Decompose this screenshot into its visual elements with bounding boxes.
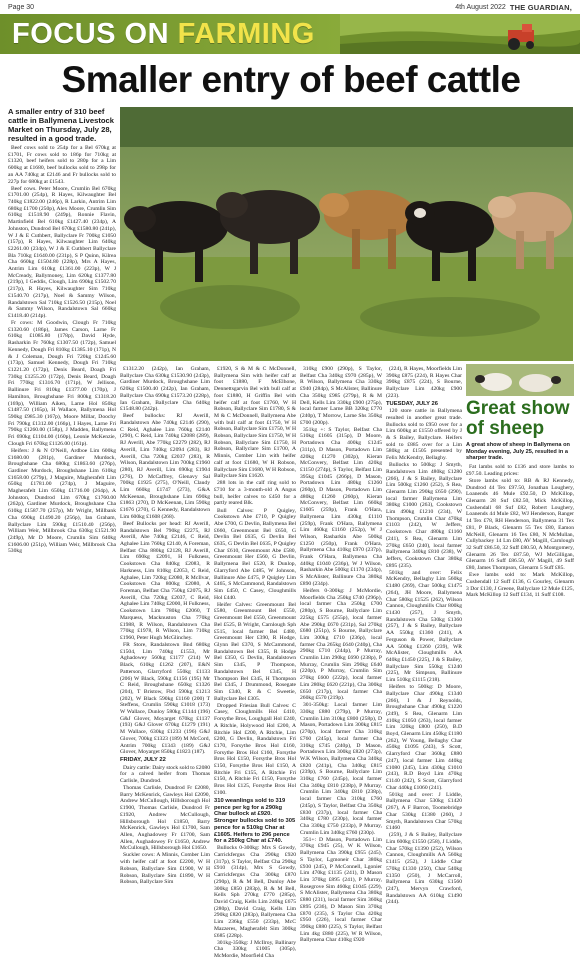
cattle-herd-image <box>120 107 573 361</box>
page-header <box>0 0 580 14</box>
article-paragraph: 351kg +: S Taylor, Belfast Cha 510kg £1605 (315p), D Moore, Portadown Cha 400kg £1245 (311p), D Mason, Portadown Lim 420kg £1270 (302p), Kieran McConvery, Belfast Lim 420kg £1150 (274p), S Taylor, Belfast Lim 395kg £1045 (266p), D Mason, Portadown Lim 480kg £1260 (260p), D Mason, Portadown Lim 480kg £1260 (260p), Kieran McConvery, Belfast Lim 660kg £1605 (259p), Frank O'Hara, Ballymena Lim 430kg £1110 (259p), Frank O'Hara, Ballymena Lim 460kg £1160 (252p), W J Wilson, Rasharkin Abe 500kg £1250 (250p), Frank O'Hara, Ballymena Cha 410kg £970 (237p), Frank O'Hara, Ballymena Cha 440kg £1040 (236p), W J Wilson, Rasharkin Abe 500kg £1170 (234p), S McAlister, Ballinure Cha 380kg £890 (234p). <box>300 426 382 587</box>
article-paragraph: 288 lots in the calf ring sold to £710 for a 3-month-old A Angus bull, heifer calves to £450 for a partly reared Blk. <box>214 480 296 507</box>
section-subhead: TUESDAY, JULY 26 <box>386 401 438 408</box>
article-paragraph: Heifers 0-300kg: J McMordie, Moorfields Cha 250kg £740 (296p), local farmer Cha 250kg £700 (280p), S Bourne, Ballyclare Lim 225kg £575 (255p), local farmer Abe 290kg £670 (231p), Sal 270kg £680 (251p), S Bourne, Ballyclare Lim 300kg £710 (236p), local farmer Cha 265kg £640 (240p), Cha 290kg £710 (244p), P Murray, Crumlin Lim 290kg £690 (238p), P Murray, Crumlin Sim 290kg £640 (220p), P Murray, Crumlin Sim 270kg £600 (222p), local farmer Lim 280kg £620 (221p), Cha 300kg £650 (217p), local farmer Cha 260kg £570 (219p). <box>300 587 382 702</box>
article-paragraph: Dropped Friesian Bull Calves: C Casey, Cloughmills Hol £410, Forsythe Bros, Loughgall Hol £240, A Ritchie, Holywood Hol £200, A Ritchie Hol £200, A Ritchie, Lim £200, G Devlin, Randalstown Fri £170, Forsythe Bros Hol £160, Forsythe Bros Hol £160, Forsythe Bros Hol £150, Forsythe Bros Hol £150, Forsythe Bros Hol £150, A Ritchie Fri £155, A Ritchie Fri £150, A Ritchie Fri £150, Forsythe Bros Hol £125, Forsythe Bros Hol £100. <box>214 702 296 796</box>
article-paragraph: Heifers to 500kg: D Moore, Ballyclare Char 490kg £1340 (266), I & J Reynolds, Broughshane Char 490kg £1220 (249), S Rea, Glenarm Lim 410kg £1050 (263), local farmer Lim 320kg £800 (250), B.D Boyd, Glenarm Lim 450kg £1180 (262), W Young, Bellaghy Char 450kg £1095 (243), S Scott, Glarryford Char 360kg £880 (247), local farmer Lim 440kg £1080 (245), Lim 430kg £1010 (243), R.D Boyd Lim 470kg £1140 (242), S Scott, Glarryford Char 440kg £1060 (241). <box>386 684 462 791</box>
article-paragraph: Beef bullocks: RJ Averill, Randalstown Abe 740kg £2146 (290), C Reid, Aghalee Lim 760kg £2140 (290), C Reid, Lim 740kg £2088 (289), RJ Averill, Abe 770kg £2279 (282), RJ Averill, Lim 740kg £2094 (283), RJ Averill, Cha 720kg £2037 (283), R Wilson, Randalstown Lim 700kg £1960 (280), RJ Averill, Lim 690kg £1904 (276), D McCaffrey, Glenavy Sal 700kg £1925 (275), O'Neill, Claudy Lim 660kg £1747 (273), G&A McKeenan, Broughshane Lim 690kg £1863 (270), D McKeenan, Lim 590kg £1676 (270), G Kennedy, Randalstown Lim 600kg £1608 (268). <box>120 413 210 520</box>
article-paragraph: Suckler cows: A Minnis, Comber Lim with heifer calf at foot £2200, W H Robson, Ballyclare Sim £1900, W H Robson, Ballyclare Sim £1890, W H Robson, Ballyclare Sim <box>120 852 210 886</box>
article-column-2 <box>120 366 210 886</box>
article-paragraph: FR Store, Randalstown Bnd 680kg £1504, Lim 740kg £1553, Mr Aghadowey 560kg £1177 (214) W Black, 610kg £1262 (207), E&N Patterson, Glarryford 550kg £1133 (206) W Black, 590kg £1156 (195) Mr C Reid, Broughshane 650kg £1326 (204), T Bristow, Fbd 590kg £1213 (202), W Black 590kg £1160 (200) T Steffens, Crumlin 590kg £1018 (173) W Wallace, Dunloy 580kg £1144 (196) G&J Glover, Moyarget 670kg £1137 (193) G&J Glover 670kg £1279 (191) M Wallace, 630kg £1233 (196) G&J Glover, 700kg £1323 (189) M McCord, Antrim 700kg £1343 (189) G&J Glover, Moyarget 850kg £1823 (187). <box>120 642 210 756</box>
issue-date: 4th August 2022 <box>455 3 506 11</box>
article-paragraph: Store lambs sold to: RB & RJ Kennedy, Dundrod 44 Tex £97.50, Jonathan Loughery, Loanends 46 Mule £92.50, D McKillop, Glenarm 28 Suf £82.50, Mick McKillop, Cushendall 68 Suf £82, Robert Loughery, Loanends 44 Mule £82, WJ Henderson, Ranger 14 Tex £78, RH Henderson, Ballymena 31 Tex £81, P Black, Glenarm 55 Tex £80, Eamon McNeill, Glenarm 16 Tex £80, N McMullan, Cullybackey 14 Lm £80, AV Magill, Carnlough 32 Suff £86.50, 32 Suff £80.50, A Montgomery, Glenarm 26 Tex £87.50, WJ McGilligan, Glenarm 16 Suff £86.50, AV Magill, 49 Suff £80, James Thompson, Glenarm 5 Suff £85. <box>466 477 574 572</box>
article-column-3 <box>214 366 296 960</box>
article-paragraph: Beef cows. Peter Moore, Crumlin Bel 670kg £1701.00 (254p), R Hayes, Kilwaughter Bel 740kg £1822.00 (246p), R Larkin, Antrim Lim 680kg £1700 (250p), Alex Moore, Crumlin Sim 610kg £1518.90 (249p), Ronnie Flavin, Martinfield Bel 610kg £1427.40 (234p), A Johnston, Dundrod Bel 670kg £1580.80 (241p), W J & E Cuthbert, Ballyclare Fr 700kg £1050 (157p), R Hayes, Kilwaughter Lim 640kg £2261.00 (234p), W J & E Cuthbert Ballyclare Bla 710kg £1640.00 (231p), S P Quinn, Kilrea Cha 660kg £1504.80 (228p), Mrs A Hayes, Antrim Lim 610kg £1361.00 (223p), W J McCready, Ballymoney, Lim 620kg £1377.80 (219p), I Geddis, Clough, Lim 690kg £1502.70 (217p), R Hayes, Kilwaughter Sim 710kg £1540.70 (217p), Noel & Sammy Wilson, Randalstown Sal 710kg £1526.50 (215p), Noel & Sammy Wilson, Randalstown Sal 660kg £1418.40 (214p). <box>8 185 116 319</box>
sheep-article <box>466 464 574 599</box>
section-subhead: FRIDAY, JULY 22 <box>120 757 166 764</box>
article-paragraph: Ewe lambs sold to: Mark McKillop, Cushendall 12 Suff £136, G Gourley, Glenarm 3 Dor £130, J Greene, Ballyclare 12 Mule £125, Mark McKillop 12 Suff £134, 11 Suff £108. <box>466 572 574 599</box>
tractor-field-image <box>340 14 580 54</box>
section-title-word1: FOCUS ON <box>12 18 178 50</box>
article-highlight: 310 weanlings sold to 319 pence per kg for a 290kg Char bullock at £920. Stronger bullocks sold to 305 pence for a 510kg Char at £1605. Heifers to 296 pence for a 250kg Char at £740. <box>214 798 296 845</box>
article-paragraph: Dairy cattle: Dairy stock sold to £2080 for a calved heifer from Thomas Carlisle, Dundrod. <box>120 764 210 784</box>
article-paragraph: 501kg and over: Felix McKendry, Bellaghy Lim 560kg £1480 (269), Char 500kg £1475 (264), JH Moore, Ballymena Char 580kg £1525 (262), Wilson Cannon, Cloughmills Char 800kg £1430 (257), J Smyth, Randalstown Cha 530kg £1360 (257), J & S Bailey, Ballyclare AA 550kg £1360 (241), A Ferguson & Power, Ballyclare AA 500kg £1260 (239), WR McAlister, Cloughmills AA 640kg £1450 (225), J & S Bailey, Ballyclare Sim 550kg £1240 (225), Mr Simpson, Ballinure Lim 510kg £1115 (218). <box>386 569 462 684</box>
section-title-word2: FARMING <box>177 18 315 50</box>
page-number: Page 30 <box>8 3 35 11</box>
article-lead: A smaller entry of 310 beef cattle in Ballymena Livestock Market on Thursday, July 28, resulted in a good trade. <box>8 107 114 143</box>
article-headline: Smaller entry of beef cattle <box>61 59 521 100</box>
article-paragraph: 501kg and over: J Liddle, Ballymena Char 530kg £1420 (267), A F Barron, Toomebridge Char 530kg £1380 (260), J Smyth, Randalstown Char 570kg £1460 <box>386 791 462 832</box>
article-paragraph: Bullocks to 500kg: J Smyth, Randalstown Lim 480kg £1280 (266), J & S Bailey, Ballyclare Lim 500kg £1260 (252), S Rea, Glenarm Lim 290kg £650 (290), local farmer Ballymena Lim 380kg £1000 (263), Cookstown Lim 490kg £1210 (234), W Thompson, Crumlin Char 470kg £1103 (242), W Jeffers, Cookstown Char 480kg £1160 (241), S Rea, Glenarm Lim 270kg £650 (240), local farmer Ballymena 340kg £810 (238), W Jeffers, Cookstown Char 380kg £895 (235). <box>386 462 462 569</box>
article-paragraph: £1920, S & M & C McDonnell, Ballymena Sim with heifer calf at foot £1880, F McElhone, Dennettsgarvin Bel with bull calf at foot £1880, H Griffin Bel with heifer calf at foot £1760, W H Robson, Ballyclare Sim £1780, S & M & C McDonnell, Ballymena Abe with bull calf at foot £1750, W H Robson, Ballyclare Sim £1750, W H Robson, Ballyclare Sim £1750, W H Robson, Ballyclare Sim £1750, H Robson, Ballyclare Sim £1700, A Minnis, Comber Lim with heifer calf at foot £1680, W H Robson, Ballyclare Sim £1680, W H Robson, Ballyclare Sim £1620. <box>214 366 296 480</box>
section-title <box>12 18 315 51</box>
article-paragraph: Heifer Calves: Greenmount Bel £580, Greenmount Bel £550, Greenmount Bel £550, Greenmount Bel £525, B Wright, Carnlough Sph £515, local farmer Bel £480, Greenmount Her £390, R Hodge, Glynn Bel £370, S McCammond, Randalstown Bel £355, R Hodge Bel £350, G Devlin, Randalstown Sim £345, P Thompson, Randalstown Bel £345, H Thompson Bel £345, H Thompson Bel £345, J Drummond, Rosegate Sim £340, R & C Sweetie, Ballyclare Bel £305. <box>214 601 296 702</box>
article-column-5 <box>386 366 462 906</box>
article-paragraph: 301-350kg: Local farmer Lim 330kg £880 (279p), P Murray, Crumlin Lim 310kg £800 (258p), D Mason, Portadown Lim 300kg £815 (270p), local farmer Cha 310kg £760 (245p), local farmer Cha 310kg £745 (240p), D Mason, Portadown Lim 300kg £820 (273p), W.K Wilson, Ballymena Cha 340kg £820 (241p), Cha 340kg £815 (239p), S Bourne, Ballyclare Lim 310kg £760 (245p), local farmer Cha 340kg £810 (238p), P Murray, Crumlin Lim 340kg £810 (238p), local farmer Cha 310kg £760 (245p), S Taylor, Belfast Cha 350kg £830 (237p), local farmer Cha 340kg £780 (230p), local farmer Cha 330kg £750 (233p), P Murray, Crumlin Lim 340kg £760 (230p). <box>300 702 382 836</box>
article-paragraph: (259), J & S Bailey, Ballyclare Lim 600kg £1550 (258), J Liddle, Char 570kg £1390 (252), Wilson Cannon, Cloughmills AA 560kg £1415 (252), J Liddle Char 570kg £1330 (250), Char 540kg £1350 (250), J McCarroll, Ballymena Lim 630kg £1560 (247), Mervyn Crawford, Randalstown AA 610kg £1490 (244). <box>386 832 462 906</box>
article-paragraph: Fr cows: M Goodwin, Clough Fr 710kg £1320.60 (186p), James Carson, Larne Fr 610kg £1085.80 (178p), David Hyde, Rasharkin Fr 760kg £1307.50 (172p), Samuel Kennedy, Dough Fri 810kg £1385.10 (171p), N & J Coleman, Dough Fri 720kg £1245.60 (173p), Samuel Kennedy, Dough Fri 710kg £1221.20 (172p), Denis Beard, Doagh Fri 730kg £1255.20 (172p), Denis Beard, Doagh Fri 770kg £1316.70 (171p), W Jellison, Ballinure Fri 810kg £1377.00 (170p), J Hamilton, Broughshane Fri 800kg £1318.20 (169p), William Aiken, Larne Hol 850kg £1487.50 (165p), H Wallace, Ballymena Hol 590kg £985.30 (167p), Moore Millar, Doochy Fri 790kg £1312.00 (166p), I Hayes, Larne Fri 790kg £1260.00 (158p), J Madden, Ballymena Fri 690kg £1104.00 (160p), Leonie McKenzie, Clough Fri 670kg £1126.00 (161p). <box>8 320 116 447</box>
article-paragraph: (224), R Hayes, Moorfields Lim 390kg £875 (224), R Hayes Char 390kg £875 (224), S Bourne, Ballyclare Lim 420kg £900 (223). <box>386 366 462 399</box>
article-paragraph: Thomas Carlisle, Dundrod Fr £2080, Barry McKenrick, Gawleys Hol £2090, Andrew McCullough, Hillsborough Hol £1900, Thomas Carlisle, Dundrod Fr £1920, Andrew McCullough, Hillsborough Hol £1850, Barry McKenrick, Gawleys Hol £1700, Sam Allen, Aughadowey Fr £1700, Sam Allen, Aughadowey Fr £1650, Andrew McCullough, Hillsborough Hol £1650. <box>120 785 210 852</box>
sheep-sidebar <box>466 364 574 730</box>
article-paragraph: Fat lambs sold to £136 and store lambs to £97.50. Leading prices: <box>466 464 574 477</box>
article-paragraph: Beef cows sold to 254p for a Bel 670kg at £1701, Fr cows sold to 186p for 710kg at £1320, beef heifers sold to 280p for a Lim 600kg at £1680, beef bullocks sold to 298p for an AA 740kg at £2146 and Fr bullocks sold to 227p for 680kg at £1543. <box>8 145 116 185</box>
article-paragraph: 351+: D Mason, Portadown Lim 370kg £945 (25), W K Wilson, Ballymena Cha 390kg £955 (245), S Taylor, Lgmoneir Char 380kg £930 (245), P McConnell, Lgonier Lim 470kg £1135 (241), D Mason Lim 370kg £895 (241), P Murray, Rosegrove Sim 460kg £1045 (229), S McAlister, Ballymena Cha 380kg £880 (231), local farmer Sim 360kg £895 (236), D Mason Sim 370kg £870 (235), S Taylor Cha 420kg £950 (226), local farmer Char 390kg £880 (225), S Taylor, Belfast Lim 4kg £880 (225), W R Wilson, Ballymena Char 410kg £920 <box>300 836 382 944</box>
sheep-headline: Great show of sheep <box>466 398 570 439</box>
sheep-photo <box>466 364 574 396</box>
sheep-lead: A great show of sheep in Ballymena on Monday evening, July 25, resulted in a sharper trade. <box>466 442 570 462</box>
article-paragraph: £1312.20 (242p), Ian Graham, Ballyclare Cha 630kg £1530.90 (243p), Gardiner Murdock, Broughshane Lim 620kg £1500.40 (242p), Ian Graham, Ballyclare Cha 690kg £1573.20 (228p), Ian Graham, Ballyclare Cha 640kg £1548.80 (242p). <box>120 366 210 413</box>
article-paragraph: 310kg £900 (290p), S Taylor, Belfast Cha 340kg £970 (285p), W R Wilson, Ballymena Cha 330kg £940 (284p), S McAlister, Ballinure Cha 350kg £985 (279p), R & M Dell, Kells Lim 330kg £900 (275p), local farmer Larne BB 320kg £770 (240p), T Morrow, Larne Shs 350kg £700 (200p). <box>300 366 382 426</box>
sheep-image <box>466 364 574 396</box>
article-paragraph: Beef Bullocks per head: RJ Averill, Randalstown Bel 790kg £2275, RJ Averill, Abe 740kg £2146, C Reid, Aghalee Lim 760kg £2140, A Foreman, Belfast Cha 880kg £2128, RJ Averill, Lim 690kg £2091, H Fulkness, Cookstown Cha 840kg £2083, R Harkness, Lim 810kg £2053, C Reid, Aghalee, Lim 720kg £2080, R McIlvar, Cookstown Cha 800kg £2080, A Foreman, Belfast Cha 750kg £2075, RJ Averill, Cha 720kg £2037, C Reid, Aghalee Lim 740kg £2000, H Fulkness, Cookstown Lim 780kg £2060, T Marquess, Macknuston Cha 770kg £1988, R Wilson, Randalstown Cha 770kg £1978, R Wilson, Lim 710kg £1960, Peter Hugh McGlinchey. <box>120 520 210 641</box>
cattle-photo <box>120 107 573 361</box>
article-paragraph: 120 store cattle in Ballymena resulted in another great trade. Bullocks sold to £950 over for a Lim 600kg at £1550 offered by J & S Bailey, Ballyclare. Heifers sold to £885 over for a Lim 580kg at £1505 presented by Felix McKendry, Bellaghy. <box>386 408 462 462</box>
article-column-4 <box>300 366 382 944</box>
section-banner <box>0 14 580 54</box>
article-paragraph: 301kg-350kg: J McIlroy, Ballinary Cha 330kg £1005 (305p), McMordie, Moorfield Cha <box>214 939 296 960</box>
article-paragraph: Bull Calves: P Quigley, Cookstown Abe £710, P Quigley Abe £700, G Devlin, Ballymena Bel £660, Greenmount Bel £650, G Devlin Bel £635, G Devlin Bel £635, G Devlin Bel £635, P Quigley Char £610, Greenmount Abe £580, Greenmount Her £560, G Devlin, Ballymena Bel £520, R Dunlop, Glarryford Abe £485, W Johnson, Ballinure Abe £475, P Quigley Lim £465, S McCammond, Randalstown Sim £450, C Casey, Cloughmills Hol £440. <box>214 507 296 601</box>
article-paragraph: Bullocks 0-300kg: Mrs S Gowdy, Carrickfergus Cha 290kg £920 (317p), S Taylor, Belfast Cha 290kg £910 (314p), Mrs S Gowdy, Carrickfergus Cha 300kg £870 (290p), R & M Bell, Dunloy Abe 300kg £850 (283p), R & M Bell, Kells Sph 270kg £770 (285p), David Craig, Kells Lim 240kg £675 (280p), David Craig, Kells Lim 290kg £820 (283p), Ballymena Cha Lim 236kg £550 (233p), McC Mazzeres, Magherafelt Sim 300kg £685 (228p). <box>214 845 296 939</box>
newspaper-name: THE GUARDIAN, <box>509 2 572 12</box>
article-column-1 <box>8 107 116 732</box>
article-paragraph: Heifers: J & N O'Neill, Ardboe Lim 600kg £1680.00 (281p), Gardiner Murdock, Broughshane Cha 680kg £1863.60 (276p), Gardiner Murdock, Broughshane Lim 610kg £1658.00 (279p), J Maguire, Magherafelt Lim 650kg £1781.00 (274p), J Maguire, Magherafelt Lim 650kg £1716.00 (264p), A Johnston, Dundrod Lim 670kg £1760.00 (262p), Gardiner Murdock, Broughshane Cha 610kg £1587.70 (257p), Mr Wright, Millbank Cha 690kg £1490.20 (256p), Ian Graham, Ballyclare Lim 590kg £1510.40 (256p), William Weir, Millbrook Cha 630kg £1521.90 (249p), Mr D Moore, Crumlin Sim 640kg £1606.00 (251p), William Weir, Millbrook Cha 530kg <box>8 447 116 555</box>
